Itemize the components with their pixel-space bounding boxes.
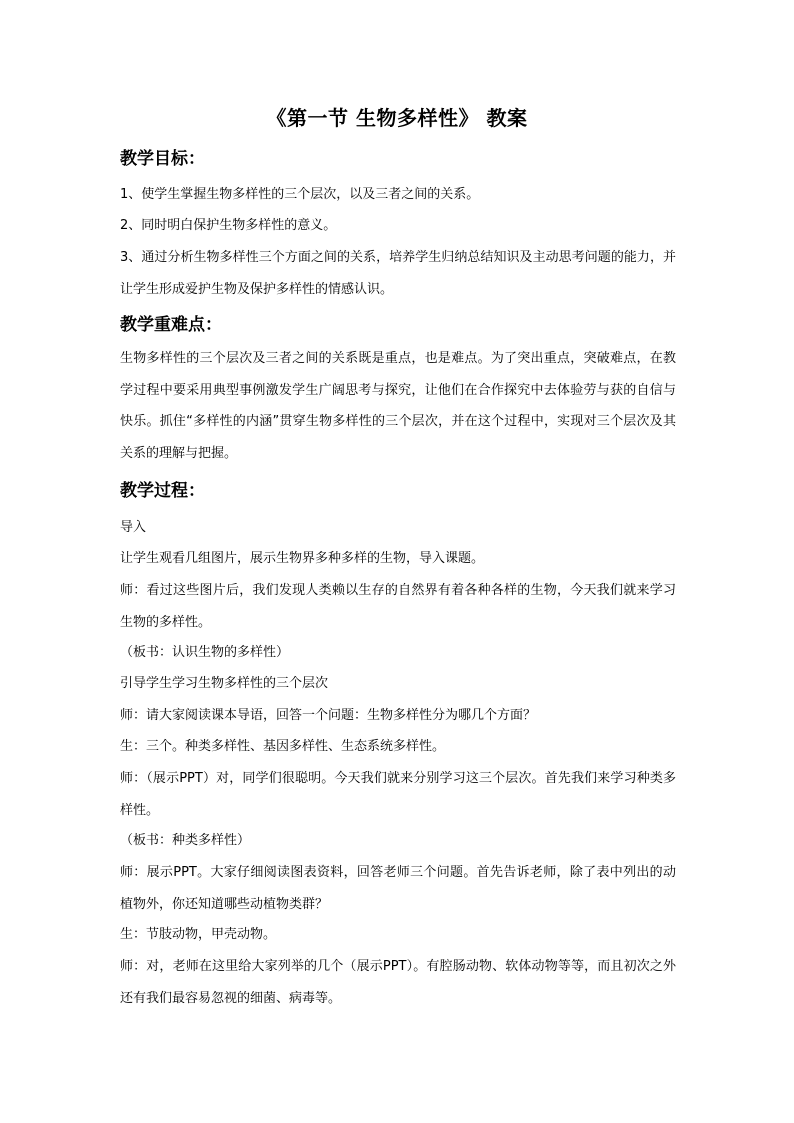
objective-item: 2、同时明白保护生物多样性的意义。 bbox=[120, 218, 337, 233]
process-line: （板书：认识生物的多样性） bbox=[120, 645, 290, 660]
process-line: 导入 bbox=[120, 520, 147, 535]
process-line: 师：请大家阅读课本导语，回答一个问题：生物多样性分为哪几个方面？ bbox=[120, 708, 537, 723]
process-line: 师：对，老师在这里给大家列举的几个（展示PPT）。有腔肠动物、软体动物等等，而且初次之外还有我们最容易忽视的细菌、病毒等。 bbox=[120, 959, 676, 1006]
process-line: 师：展示PPT。大家仔细阅读图表资料，回答老师三个问题。首先告诉老师，除了表中列出的动植物外，你还知道哪些动植物类群？ bbox=[120, 865, 676, 912]
key-points-paragraph: 生物多样性的三个层次及三者之间的关系既是重点，也是难点。为了突出重点，突破难点，在教学过程中要采用典型事例激发学生广阔思考与探究，让他们在合作探究中去体验劳与获的自信与快乐。抓住“多样性的内涵”贯穿生物多样性的三个层次，并在这个过程中，实现对三个层次及其关系的理解与把握。 bbox=[120, 351, 676, 461]
process-line: 生：三个。种类多样性、基因多样性、生态系统多样性。 bbox=[120, 739, 446, 754]
process-line: 让学生观看几组图片，展示生物界多种多样的生物，导入课题。 bbox=[120, 551, 485, 566]
process-line: 师：看过这些图片后，我们发现人类赖以生存的自然界有着各种各样的生物，今天我们就来学习生物的多样性。 bbox=[120, 583, 676, 630]
process-line: 引导学生学习生物多样性的三个层次 bbox=[120, 676, 329, 691]
objective-item: 3、通过分析生物多样性三个方面之间的关系，培养学生归纳总结知识及主动思考问题的能力，并让学生形成爱护生物及保护多样性的情感认识。 bbox=[120, 250, 676, 297]
process-line: （板书：种类多样性） bbox=[120, 833, 251, 848]
section-heading-objectives: 教学目标： bbox=[120, 149, 205, 169]
section-heading-key-points: 教学重难点： bbox=[120, 315, 222, 335]
process-line: 师：（展示PPT）对，同学们很聪明。今天我们就来分别学习这三个层次。首先我们来学习种类多样性。 bbox=[120, 771, 676, 818]
document-title: 《第一节 生物多样性》 教案 bbox=[266, 106, 528, 130]
process-line: 生：节肢动物，甲壳动物。 bbox=[120, 927, 277, 942]
section-heading-process: 教学过程： bbox=[120, 481, 205, 501]
objective-item: 1、使学生掌握生物多样性的三个层次，以及三者之间的关系。 bbox=[120, 187, 480, 202]
